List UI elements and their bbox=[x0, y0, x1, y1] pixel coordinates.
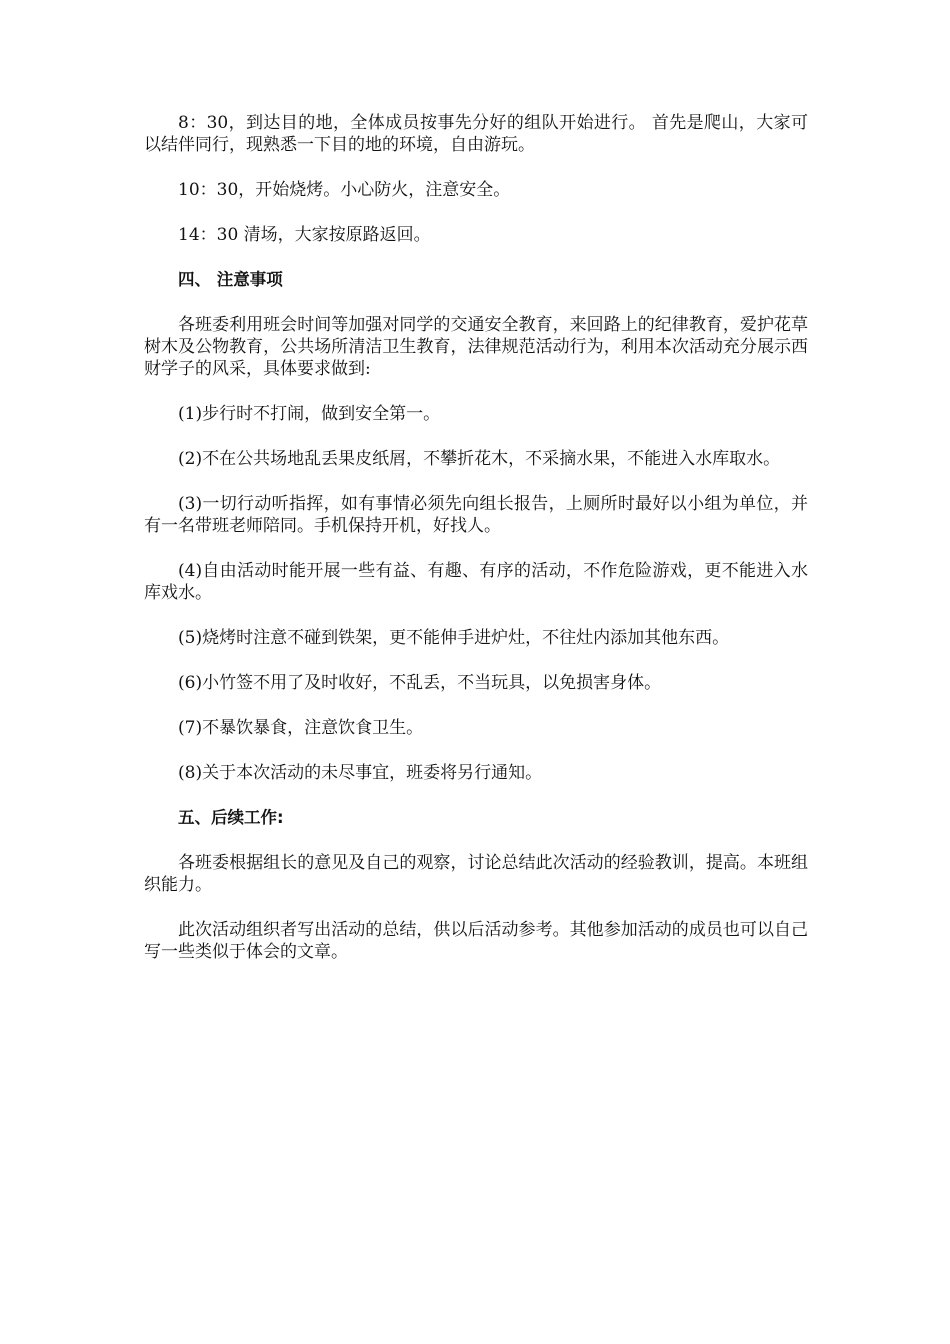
document-body bbox=[144, 112, 808, 986]
precaution-item-6: (6)小竹签不用了及时收好，不乱丢，不当玩具，以免损害身体。 bbox=[178, 673, 662, 693]
followup-paragraph-2: 此次活动组织者写出活动的总结，供以后活动参考。其他参加活动的成员也可以自己写一些类似于体会的文章。 bbox=[144, 920, 808, 962]
precaution-item-5: (5)烧烤时注意不碰到铁架，更不能伸手进炉灶，不往灶内添加其他东西。 bbox=[178, 628, 730, 648]
section-heading-precautions: 四、 注意事项 bbox=[178, 270, 283, 289]
precaution-item-4: (4)自由活动时能开展一些有益、有趣、有序的活动，不作危险游戏，更不能进入水库戏水。 bbox=[144, 561, 808, 603]
schedule-item-0830: 8：30，到达目的地，全体成员按事先分好的组队开始进行。 首先是爬山，大家可以结伴同行，现熟悉一下目的地的环境，自由游玩。 bbox=[144, 113, 808, 155]
precautions-intro: 各班委利用班会时间等加强对同学的交通安全教育，来回路上的纪律教育，爱护花草树木及公物教育，公共场所清洁卫生教育，法律规范活动行为，利用本次活动充分展示西财学子的风采，具体要求做到: bbox=[144, 315, 808, 379]
precaution-item-3: (3)一切行动听指挥，如有事情必须先向组长报告，上厕所时最好以小组为单位，并有一名带班老师陪同。手机保持开机，好找人。 bbox=[144, 494, 808, 536]
precaution-item-1: (1)步行时不打闹，做到安全第一。 bbox=[178, 404, 441, 424]
precaution-item-8: (8)关于本次活动的未尽事宜，班委将另行通知。 bbox=[178, 763, 543, 783]
precaution-item-2: (2)不在公共场地乱丢果皮纸屑，不攀折花木，不采摘水果，不能进入水库取水。 bbox=[178, 449, 781, 469]
followup-paragraph-1: 各班委根据组长的意见及自己的观察，讨论总结此次活动的经验教训，提高。本班组织能力。 bbox=[144, 853, 808, 895]
precaution-item-7: (7)不暴饮暴食，注意饮食卫生。 bbox=[178, 718, 424, 738]
schedule-item-1030: 10：30，开始烧烤。小心防火，注意安全。 bbox=[178, 180, 511, 200]
section-heading-followup: 五、后续工作: bbox=[178, 808, 284, 827]
schedule-item-1430: 14：30 清场，大家按原路返回。 bbox=[178, 225, 431, 245]
